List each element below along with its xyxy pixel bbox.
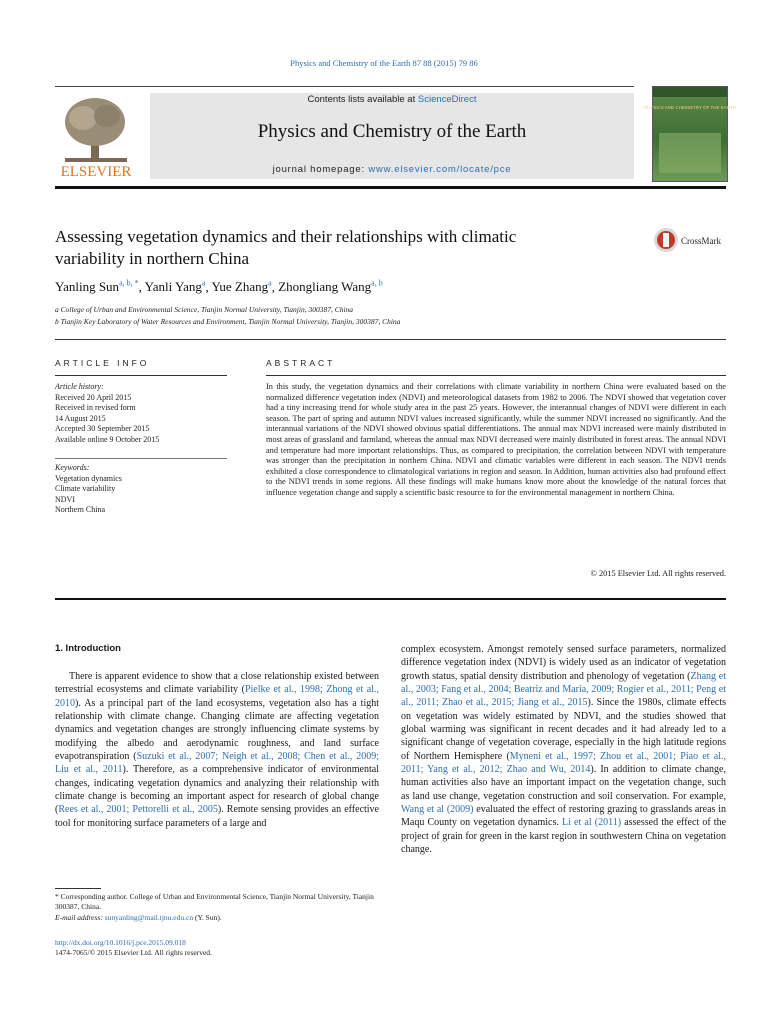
section-heading: 1. Introduction [55, 643, 121, 654]
intro-paragraph [401, 643, 726, 857]
contents-line [150, 94, 634, 105]
history-label: Article history: [55, 382, 104, 391]
crossmark-badge[interactable] [653, 226, 727, 254]
doi-line [55, 938, 379, 948]
article-title [55, 226, 635, 270]
citation-link[interactable]: Suzuki et al., 2007; Neigh et al., 2008; Chen et al., 2009; Liu et al., 2011 [55, 751, 379, 776]
citation-link[interactable]: Wang et al (2009) [401, 804, 474, 816]
article-info-heading: ARTICLE INFO [55, 358, 150, 368]
email-label: E-mail address: [55, 913, 105, 922]
body-text: ). Since the 1980s, climate effects on vegetation was widely estimated by NDVI, and the studies showed that global warming was significant in recent decades and it had already led to a significant change of vegetation coverage, especially in the high latitude regions of Northern Hemisphere ( [401, 697, 726, 762]
email-footnote [55, 913, 379, 923]
header-rule [55, 86, 634, 87]
journal-homepage [150, 164, 634, 175]
affiliation-rule [55, 339, 726, 340]
body-text: ). In addition to climate change, human activities also have an important impact on the vegetation change, such as land use change, vegetation construction and soil conservation. For example, [401, 764, 727, 802]
abstract-end-rule [55, 598, 726, 600]
history-item: Accepted 30 September 2015 [55, 424, 150, 433]
corresponding-footnote: * Corresponding author. College of Urban and Environmental Science, Tianjin Normal University, Tianjin 300387, China. [55, 892, 374, 911]
keyword: Northern China [55, 505, 105, 514]
publisher-name: ELSEVIER [60, 164, 132, 180]
body-text: assessed the effect of the project of grain for green in the karst region in southwestern China on vegetation change. [401, 817, 727, 856]
body-text: ). As a principal part of the land ecosystems, vegetation also has a tight relationship with climate change. Changing climate are affecting vegetation dynamics and vegetation changes are strongly influencing climate systems by modifying the albedo and aerodynamic roughness, and land surface evapotranspiration ( [55, 697, 379, 763]
abstract-copyright: © 2015 Elsevier Ltd. All rights reserved. [590, 569, 726, 578]
citation-link[interactable]: Zhang et al., 2003; Fang et al., 2004; Beatriz and Maria, 2009; Rogier et al., 2011; Peng et al., 2011; Zhao et al., 2015; Jiang et al., 2015 [401, 670, 727, 709]
crossmark-icon [653, 226, 727, 254]
intro-paragraph [55, 670, 379, 830]
author[interactable]: Yanling Sun$^{a, b, *}$ [55, 279, 139, 295]
abstract-text: In this study, the vegetation dynamics and their correlations with climate variability in northern China were evaluated based on the normalized difference vegetation index (NDVI) and meteorological datasets from 1982 to 2006. The NDVI showed that vegetation cover had a tiny increasing trend for whole study area in the past 25 years. However, the interannual changes of NDVI were different in each season. The part of spring and autumn NDVI values increased significantly, while the summer NDVI increased no significantly. And the interannual variations of the NDVI showed obvious spatial differentiations. The annual max NDVI increased were mainly distributed in most areas of grassland and farmland, whereas the annual max NDVI decreased were mainly distributed in forest areas. The annual NDVI and temperature had more important relationships. Thus, as compared to precipitation, the correlation between NDVI with temperature was stronger than the precipitation in northern China. NDVI and climatic variables were different in each season. The NDVI trends exhibited a close correspondence to climatological variations in region and season. In Addition, human activities also had profound effect to the NDVI trends in some regions. All these findings will make humans know more about the knowledge of the natural forces that influence vegetation change and supply a scientific basic resource to for the environmental management in northern China. [266, 382, 726, 497]
homepage-link[interactable]: www.elsevier.com/locate/pce [368, 164, 512, 175]
body-text: evaluated the effect of restoring grazing to grasslands areas in Maqu County on vegetation dynamics. [401, 804, 727, 829]
abstract-heading: ABSTRACT [266, 358, 336, 368]
affiliation-b: b Tianjin Key Laboratory of Water Resources and Environment, Tianjin Normal University, Tianjin, 300387, China [55, 317, 401, 326]
body-column-right [401, 643, 726, 857]
citation-link[interactable]: Li et al (2011) [562, 817, 622, 829]
body-text: complex ecosystem. Amongst remotely sensed surface parameters, normalized difference vegetation index (NDVI) is widely used as an indicator of vegetation growth status, spatial density distribution and phenology of vegetation ( [401, 644, 726, 682]
history-item: Available online 9 October 2015 [55, 434, 160, 444]
homepage-prefix: journal homepage: [272, 164, 369, 175]
history-item: Received 20 April 2015 [55, 392, 132, 402]
title-line-2: variability in northern China [55, 249, 250, 268]
issn-line: 1474-7065/© 2015 Elsevier Ltd. All rights reserved. [55, 948, 212, 957]
sciencedirect-link[interactable]: ScienceDirect [417, 94, 477, 105]
elsevier-logo[interactable] [55, 92, 137, 182]
author-list: Yanling Sun$^{a, b, *}$, Yanli Yang$^a$, Yue Zhang$^a$, Zhongliang Wang$^{a, b}$ [55, 279, 383, 295]
body-column-left [55, 670, 379, 830]
article-history [55, 382, 227, 445]
article-info-rule [55, 375, 227, 376]
body-text: ). Therefore, as a comprehensive indicator of environmental changes, indicating vegetation dynamics and analyzing their relationship with climate change is becoming an important aspect for research of global change ( [55, 764, 379, 816]
history-item: Received in revised form [55, 403, 136, 412]
keyword: Climate variability [55, 484, 116, 493]
footnote-rule [55, 888, 101, 889]
keywords-block [55, 463, 227, 516]
citation-link[interactable]: Rees et al., 2001; Pettorelli et al., 2005 [58, 804, 218, 816]
email-suffix: (Y. Sun). [193, 913, 222, 922]
citation-link[interactable]: Pielke et al., 1998; Zhong et al., 2010 [55, 684, 380, 709]
abstract-rule [266, 375, 726, 376]
keyword: Vegetation dynamics [55, 473, 122, 483]
email-link[interactable]: sunyanling@mail.tjnu.edu.cn [104, 913, 194, 922]
cover-image [644, 87, 736, 181]
keywords-label: Keywords: [55, 463, 90, 472]
journal-cover[interactable] [644, 86, 736, 182]
author[interactable]: Zhongliang Wang$^{a, b}$ [278, 279, 383, 295]
doi-link[interactable]: http://dx.doi.org/10.1016/j.pce.2015.09.018 [55, 938, 186, 947]
cover-title: PHYSICS AND CHEMISTRY OF THE EARTH [644, 105, 736, 110]
keyword: NDVI [55, 494, 75, 504]
affiliation-a: a College of Urban and Environmental Science, Tianjin Normal University, Tianjin, 300387, China [55, 305, 354, 314]
citation-link[interactable]: Myneni et al., 1997; Zhou et al., 2001; Piao et al., 2011; Yang et al., 2012; Zhao and Wu, 2014 [401, 750, 726, 776]
history-item: 14 August 2015 [55, 413, 106, 423]
journal-title: Physics and Chemistry of the Earth [257, 121, 527, 142]
header-thick-rule [55, 186, 726, 189]
keywords-rule [55, 458, 227, 459]
author[interactable]: Yue Zhang$^a$ [211, 279, 272, 295]
contents-prefix: Contents lists available at [307, 94, 418, 105]
crossmark-label: CrossMark [681, 236, 721, 246]
author[interactable]: Yanli Yang$^a$ [144, 279, 206, 295]
elsevier-tree-icon [55, 92, 137, 182]
body-text: ). Remote sensing provides an effective tool for monitoring surface parameters of a large and [55, 804, 380, 829]
running-head: Physics and Chemistry of the Earth 87 88 (2015) 79 86 [290, 58, 478, 68]
body-text: There is apparent evidence to show that a close relationship existed between terrestrial ecosystems and climate variability ( [55, 671, 379, 696]
title-line-1: Assessing vegetation dynamics and their relationships with climatic [55, 227, 517, 246]
